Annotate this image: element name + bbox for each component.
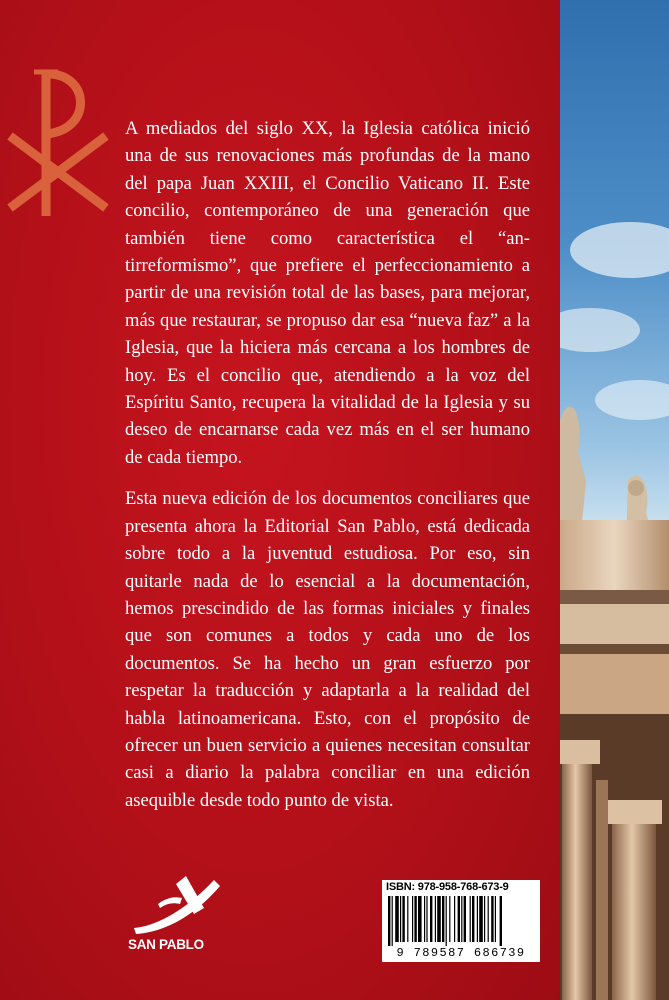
barcode-bar [470,896,471,942]
synopsis-paragraph-2: Esta nueva edición de los documentos conciliares que presenta ahora la Editorial San Pablo, está dedicada sobre todo a la juventud estudiosa. Por eso, sin quitarle nada de lo esencial a la documentación, hemos prescindido de las formas iniciales y finales que son comunes a todos y cada uno de los documentos. Se ha hecho un gran esfuerzo por respetar la traducción y adaptarla a la realidad del habla latinoamericana. Esto, con el propósito de ofrecer un buen servicio a quienes necesitan consultar casi a diario la palabra conciliar en una edición asequible desde todo punto de vista. [125,488,530,811]
barcode-bar [442,896,444,942]
barcode-bar [454,896,455,942]
synopsis-paragraph-1: A mediados del siglo XX, la Iglesia católica inició una de sus renovaciones más profundas de la mano del papa Juan XXIII, el Concilio Vaticano II. Este concilio, contemporáneo de una generación que también tiene como característica el “antirreformismo”, que prefiere el perfeccionamiento a partir de una revisión total de las bases, para mejorar, más que restaurar, se propuso dar esa “nueva faz” a la Iglesia, que la hiciera más cercana a los hombres de hoy. Es el concilio que, atendiendo a la voz del Espíritu Santo, recupera la vitalidad de la Iglesia y su deseo de encarnarse cada vez más en el ser humano de cada tiempo. [125,118,530,468]
synopsis-text [125,115,530,814]
barcode-bar [400,896,401,942]
barcode-bar [407,896,408,942]
barcode-bar [488,896,489,942]
isbn-barcode [382,880,540,962]
barcode-bar [402,896,404,942]
barcode-bar [449,896,450,942]
barcode-bar [484,896,485,942]
barcode-bar [500,896,502,946]
barcode-bar [479,896,483,942]
barcode-bar [461,896,462,942]
st-peters-colonnade-photo [560,0,669,1000]
barcode-bar [392,896,393,946]
barcode-bar [437,896,441,942]
barcode-bar [464,896,466,942]
barcode-bar [414,896,416,942]
barcode-bar [446,896,447,946]
barcode-bar [472,896,474,942]
barcode-bar [418,896,422,942]
barcode-bar [395,896,399,942]
barcode-bar [477,896,478,942]
chi-rho-icon [2,68,112,218]
barcode-bar [388,896,390,946]
barcode-bar [435,896,436,942]
barcode-bar [424,896,425,942]
barcode-bar [412,896,413,942]
barcode-digits: 9 789587 686739 [396,946,526,960]
barcode-bar [426,896,427,942]
barcode-bar [491,896,493,942]
barcode-bars [386,896,536,946]
barcode-bar [495,896,496,942]
barcode-bar [458,896,460,942]
isbn-label: ISBN: 978-958-768-673-9 [386,881,509,893]
barcode-bar [430,896,432,942]
publisher-name: SAN PABLO [128,937,204,952]
